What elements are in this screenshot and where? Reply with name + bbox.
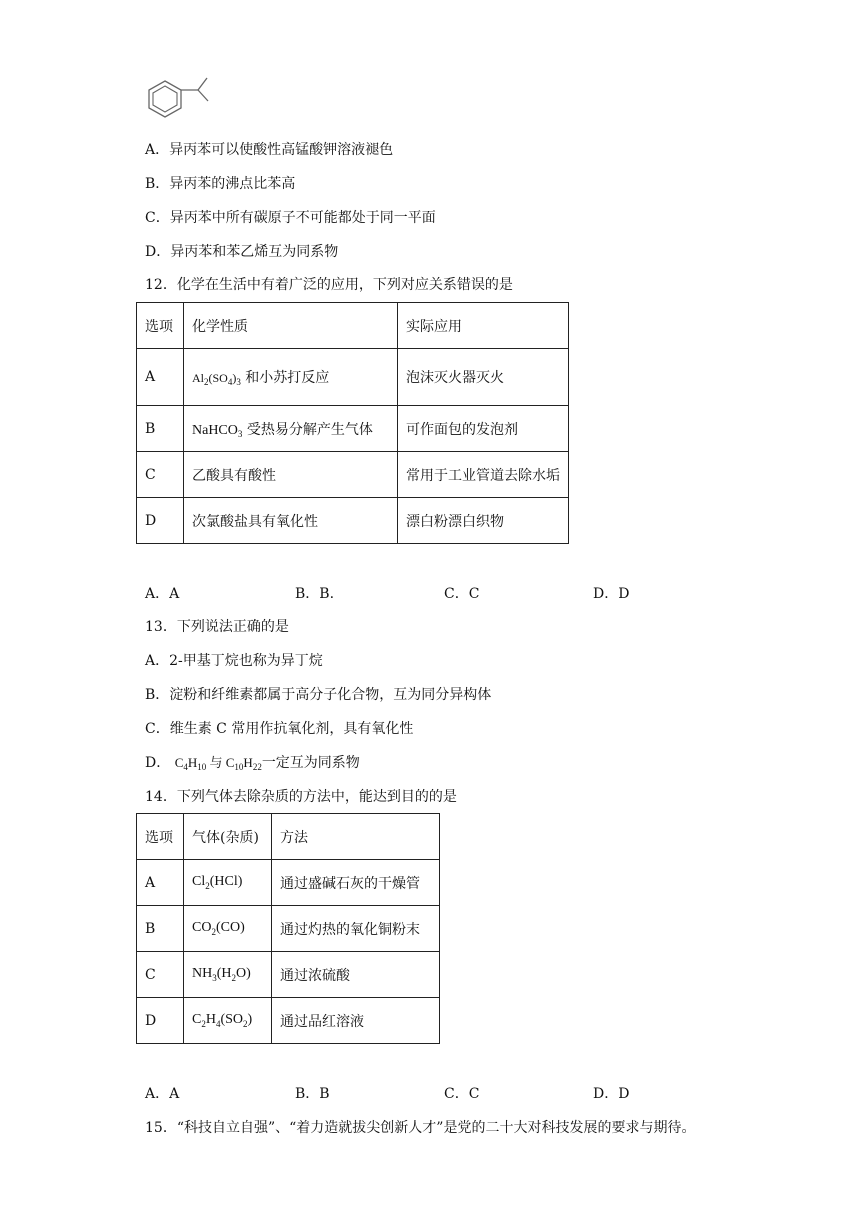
q12-table <box>136 302 569 544</box>
q14-row-c-option: C <box>137 952 184 998</box>
q14-row-b-option: B <box>137 906 184 952</box>
q13-option-b: B．淀粉和纤维素都属于高分子化合物，互为同分异构体 <box>145 687 492 703</box>
q12-row-c-option: C <box>137 452 184 498</box>
q12-row-b-property-text: 受热易分解产生气体 <box>246 421 373 438</box>
q14-answer-b: B．B <box>295 1086 330 1102</box>
q12-header-application: 实际应用 <box>398 303 569 349</box>
q13-option-d-label: D． <box>145 755 171 771</box>
q11-option-d: D．异丙苯和苯乙烯互为同系物 <box>145 244 339 260</box>
q14-row-a-method: 通过盛碱石灰的干燥管 <box>272 860 440 906</box>
q12-row-d-application: 漂白粉漂白织物 <box>398 498 569 544</box>
q11-option-c: C．异丙苯中所有碳原子不可能都处于同一平面 <box>145 210 436 226</box>
q14-row-d-option: D <box>137 998 184 1044</box>
table-row <box>137 349 569 406</box>
q12-answer-a: A．A <box>145 586 180 602</box>
q13-stem: 13．下列说法正确的是 <box>145 619 289 635</box>
q14-row-a-gas: $Cl_2(HCl)$ <box>184 860 272 906</box>
q12-row-a-option: A <box>137 349 184 406</box>
q12-row-b-property: NaHCO$_3$ 受热易分解产生气体 <box>184 406 398 452</box>
table-row <box>137 860 440 906</box>
q12-row-a-application: 泡沫灭火器灭火 <box>398 349 569 406</box>
table-row <box>137 952 440 998</box>
q15-stem: 15．“科技自立自强”、“着力造就拔尖创新人才”是党的二十大对科技发展的要求与期待。 <box>145 1120 696 1136</box>
table-row <box>137 906 440 952</box>
table-row <box>137 498 569 544</box>
q12-row-b-application: 可作面包的发泡剂 <box>398 406 569 452</box>
q12-answer-c: C．C <box>444 586 480 602</box>
q12-answer-b: B．B. <box>295 586 335 602</box>
q12-row-b-option: B <box>137 406 184 452</box>
q12-header-property: 化学性质 <box>184 303 398 349</box>
q14-row-c-gas: $NH_3(H_2O)$ <box>184 952 272 998</box>
q11-option-a: A．异丙苯可以使酸性高锰酸钾溶液褪色 <box>145 142 394 158</box>
q12-row-d-option: D <box>137 498 184 544</box>
q14-answer-d: D．D <box>593 1086 630 1102</box>
q11-option-b: B．异丙苯的沸点比苯高 <box>145 176 296 192</box>
isopropylbenzene-structure <box>142 74 214 126</box>
q13-option-a: A．2-甲基丁烷也称为异丁烷 <box>145 653 323 669</box>
table-row <box>137 452 569 498</box>
q12-stem: 12．化学在生活中有着广泛的应用，下列对应关系错误的是 <box>145 277 513 293</box>
q12-row-c-application: 常用于工业管道去除水垢 <box>398 452 569 498</box>
q14-row-d-gas: $C_2H_4(SO_2)$ <box>184 998 272 1044</box>
q14-answer-a: A．A <box>145 1086 180 1102</box>
q13-option-d-text: 一定互为同系物 <box>261 755 360 771</box>
q13-option-d: D． $C_4H_{10}$ 与 $C_{10}H_{22}$一定互为同系物 <box>145 755 360 772</box>
q14-row-c-method: 通过浓硫酸 <box>272 952 440 998</box>
q12-row-a-property: $Al_2(SO_4)_3$ 和小苏打反应 <box>184 349 398 406</box>
q12-header-option: 选项 <box>137 303 184 349</box>
q14-header-method: 方法 <box>272 814 440 860</box>
q14-row-b-method: 通过灼热的氧化铜粉末 <box>272 906 440 952</box>
table-row <box>137 406 569 452</box>
q14-row-a-option: A <box>137 860 184 906</box>
q14-stem: 14．下列气体去除杂质的方法中，能达到目的的是 <box>145 789 457 805</box>
q14-answer-c: C．C <box>444 1086 480 1102</box>
q12-row-d-property: 次氯酸盐具有氧化性 <box>184 498 398 544</box>
q12-answer-d: D．D <box>593 586 630 602</box>
q14-header-gas: 气体(杂质) <box>184 814 272 860</box>
q14-table <box>136 813 440 1044</box>
q13-option-c: C．维生素 C 常用作抗氧化剂，具有氧化性 <box>145 721 414 737</box>
table-row <box>137 303 569 349</box>
table-row <box>137 998 440 1044</box>
table-row <box>137 814 440 860</box>
q14-header-option: 选项 <box>137 814 184 860</box>
q14-row-d-method: 通过品红溶液 <box>272 998 440 1044</box>
q12-row-c-property: 乙酸具有酸性 <box>184 452 398 498</box>
q12-row-a-property-text: 和小苏打反应 <box>245 370 330 386</box>
q14-row-b-gas: $CO_2(CO)$ <box>184 906 272 952</box>
